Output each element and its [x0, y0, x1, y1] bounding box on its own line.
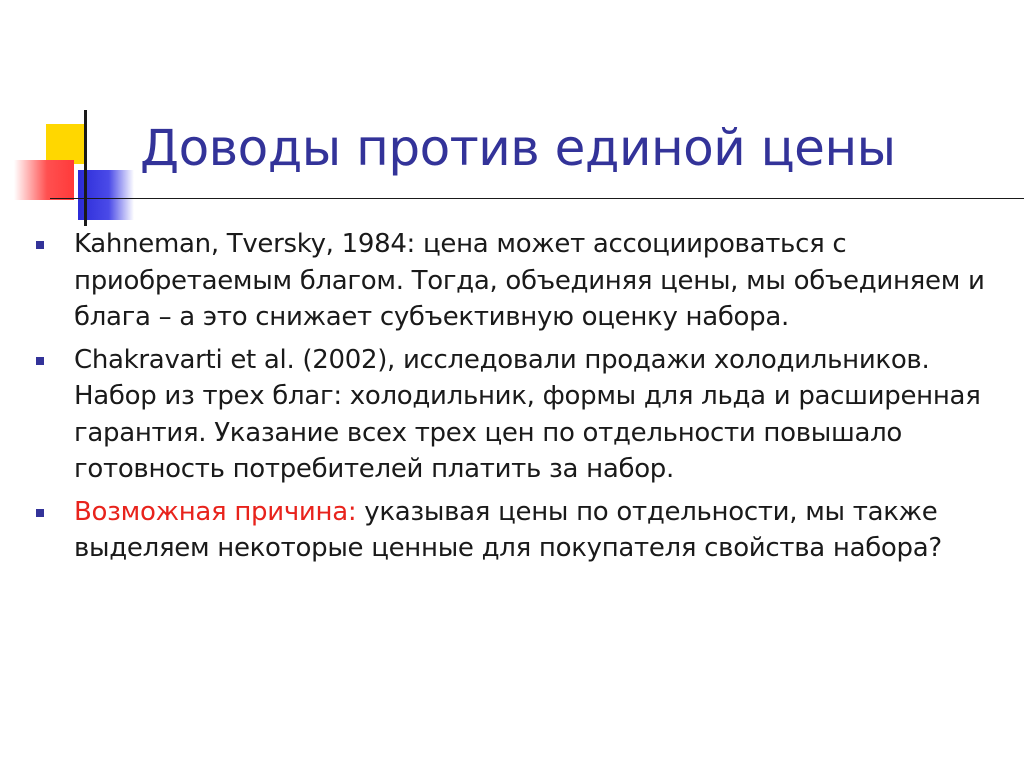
- decorative-logo: [0, 0, 160, 240]
- square-bullet-icon: [36, 509, 44, 517]
- bullet-item-1: [74, 226, 1014, 336]
- square-bullet-icon: [36, 357, 44, 365]
- bullet-item-3: [74, 494, 1014, 567]
- bullet-text: указывая цены по отдельности, мы также выделяем некоторые ценные для покупателя свойства набора?: [74, 496, 942, 563]
- red-square-shape: [14, 160, 74, 200]
- bullet-text: Chakravarti et al. (2002), исследовали продажи холодильников. Набор из трех благ: холодильник, формы для льда и расширенная гарантия. Указание всех трех цен по отдельности повышало готовность потребителей платить за набор.: [74, 344, 981, 484]
- square-bullet-icon: [36, 241, 44, 249]
- vertical-rule: [84, 110, 87, 226]
- bullet-list: [74, 226, 1014, 573]
- bullet-item-2: [74, 342, 1014, 488]
- slide-title: Доводы против единой цены: [140, 119, 896, 177]
- bullet-text: Kahneman, Tversky, 1984: цена может ассоциироваться с приобретаемым благом. Тогда, объединяя цены, мы объединяем и блага – а это снижает субъективную оценку набора.: [74, 229, 985, 332]
- yellow-square-shape: [46, 124, 86, 164]
- title-underline-rule: [50, 198, 1024, 199]
- bullet-highlight: Возможная причина:: [74, 496, 357, 527]
